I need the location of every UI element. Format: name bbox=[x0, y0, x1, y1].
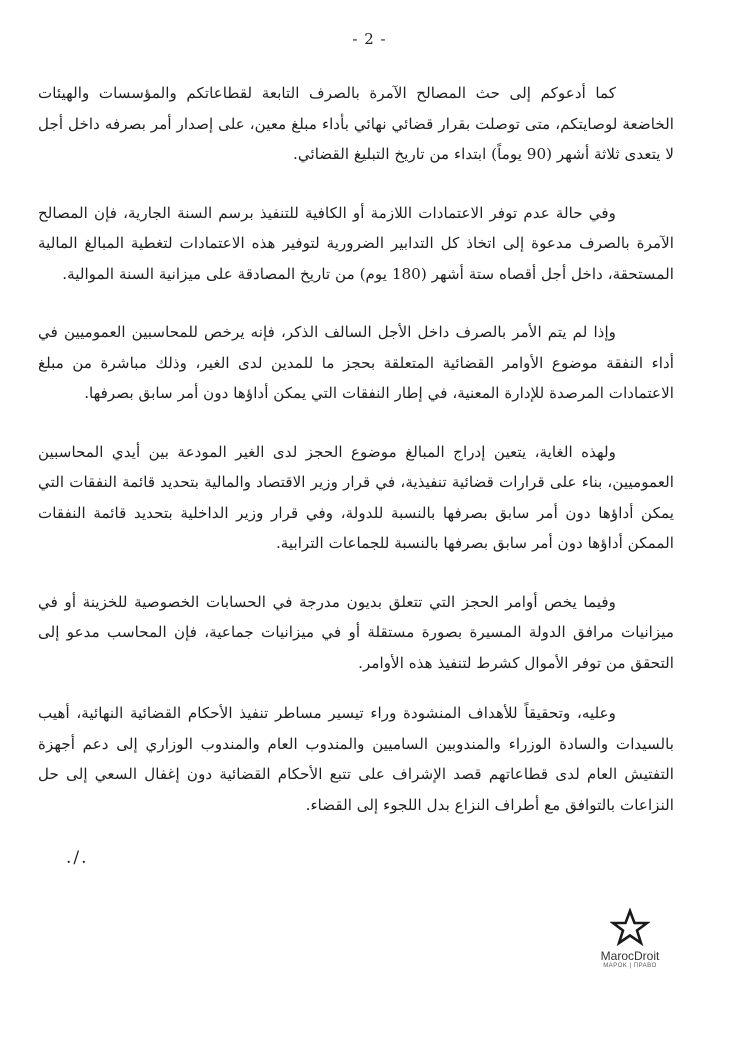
paragraph-special-accounts-seizure: وفيما يخص أوامر الحجز التي تتعلق بديون مدرجة في الحسابات الخصوصية للخزينة أو في ميزانيات مرافق الدولة المسيرة بصورة مستقلة أو في ميزانيات جماعية، فإن المحاسب مدعو إلى التحقق من توفر الأموال كشرط لتنفيذ هذه الأوامر. bbox=[38, 592, 674, 672]
paragraph-public-accountants-authorization: وإذا لم يتم الأمر بالصرف داخل الأجل السالف الذكر، فإنه يرخص للمحاسبين العموميين في أداء النفقة موضوع الأوامر القضائية المتعلقة بحجز ما للمدين لدى الغير، وذلك مباشرة من مبلغ الاعتمادات المرصدة للإدارة المعنية، في إطار النفقات التي يمكن أداؤها دون أمر سابق بصرفها. bbox=[38, 323, 674, 402]
paragraph-judgment-payment-order: كما أدعوكم إلى حث المصالح الآمرة بالصرف التابعة لقطاعاتكم والمؤسسات والهيئات الخاضعة لوصايتكم، متى توصلت بقرار قضائي نهائي بأداء مبلغ معين، على إصدار أمر بصرفه داخل أجل لا يتعدى ثلاثة أشهر (90 يوماً) ابتداء من تاريخ التبليغ القضائي. bbox=[38, 84, 674, 163]
paragraph-inspection-call: وعليه، وتحقيقاً للأهداف المنشودة وراء تيسير مساطر تنفيذ الأحكام القضائية النهائية، أهيب بالسيدات والسادة الوزراء والمندوبين الساميين والمندوب العام والمندوب الوزاري إلى دعم أجهزة التفتيش العام لدى قطاعاتهم قصد الإشراف على تتبع الأحكام القضائية دون إغفال السعي إلى حل النزاعات بالتوافق مع أطراف النزاع بدل اللجوء إلى القضاء. bbox=[38, 704, 674, 814]
marocdroit-logo bbox=[585, 908, 675, 978]
continuation-mark: ./. bbox=[66, 848, 89, 868]
paragraph-seizure-amounts-listing: ولهذه الغاية، يتعين إدراج المبالغ موضوع الحجز لدى الغير المودعة بين أيدي المحاسبين العموميين، بناء على قرارات قضائية تنفيذية، في قرار وزير الاقتصاد والمالية بتحديد قائمة النفقات التي يمكن أداؤها دون أمر سابق بصرفها بالنسبة للدولة، وفي قرار وزير الداخلية بتحديد قائمة النفقات الممكن أداؤها دون أمر سابق بصرفها بالنسبة للجماعات الترابية. bbox=[38, 442, 674, 552]
moroccan-star-icon bbox=[610, 908, 650, 948]
paragraph-insufficient-appropriations: وفي حالة عدم توفر الاعتمادات اللازمة أو الكافية للتنفيذ برسم السنة الجارية، فإن المصالح الآمرة بالصرف مدعوة إلى اتخاذ كل التدابير الضرورية لتوفير هذه الاعتمادات لتغطية المبالغ المالية المستحقة، داخل أجل أقصاه ستة أشهر (180 يوم) من تاريخ المصادقة على ميزانية السنة الموالية. bbox=[38, 203, 674, 283]
logo-tagline: ΜΑΡΟΚ | ΠΡΑΒΟ bbox=[603, 963, 657, 969]
document-body bbox=[38, 78, 674, 848]
logo-name: MarocDroit bbox=[600, 949, 660, 963]
page-number: - 2 - bbox=[352, 30, 387, 48]
